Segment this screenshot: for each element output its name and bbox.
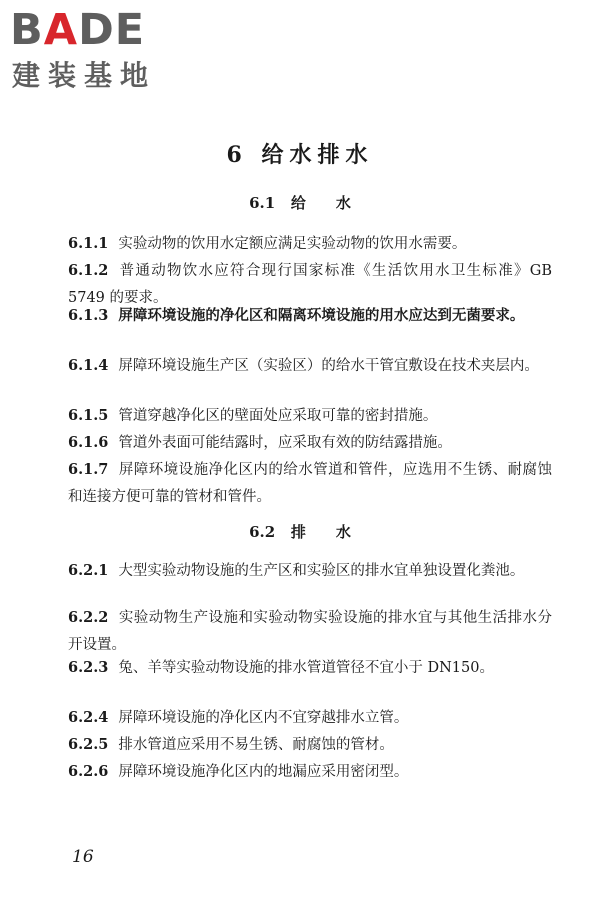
clause-6-2-4: 6.2.4 屏障环境设施的净化区内不宜穿越排水立管。 [68,709,409,726]
section-title-6-2: 6.2 排 水 [249,523,351,541]
clause-6-1-7: 6.1.7 屏障环境设施净化区内的给水管道和管件，应选用不生锈、耐腐蚀和连接方便可靠的管材和管件。 [68,461,552,505]
bade-logo [8,6,178,96]
clause-6-1-2: 6.1.2 普通动物饮水应符合现行国家标准《生活饮用水卫生标准》GB 5749 的要求。 [68,262,552,306]
chapter-title: 6 给水排水 [226,142,374,168]
clause-6-1-4: 6.1.4 屏障环境设施生产区（实验区）的给水干管宜敷设在技术夹层内。 [68,357,539,374]
clause-6-2-5: 6.2.5 排水管道应采用不易生锈、耐腐蚀的管材。 [68,736,394,753]
clause-6-2-1: 6.2.1 大型实验动物设施的生产区和实验区的排水宜单独设置化粪池。 [68,562,525,579]
logo-wordmark: BADE [10,5,146,55]
section-title-6-1: 6.1 给 水 [249,194,351,212]
clause-6-2-3: 6.2.3 兔、羊等实验动物设施的排水管道管径不宜小于 DN150。 [68,659,494,676]
page-number: 16 [72,847,94,867]
clause-6-2-2: 6.2.2 实验动物生产设施和实验动物实验设施的排水宜与其他生活排水分开设置。 [68,609,552,653]
clause-6-1-6: 6.1.6 管道外表面可能结露时，应采取有效的防结露措施。 [68,434,452,451]
clause-6-1-1: 6.1.1 实验动物的饮用水定额应满足实验动物的饮用水需要。 [68,235,467,252]
clause-6-1-5: 6.1.5 管道穿越净化区的壁面处应采取可靠的密封措施。 [68,407,438,424]
clause-6-2-6: 6.2.6 屏障环境设施净化区内的地漏应采用密闭型。 [68,763,409,780]
clause-6-1-3: 6.1.3 屏障环境设施的净化区和隔离环境设施的用水应达到无菌要求。 [68,307,525,324]
logo-subtitle: 建装基地 [12,59,157,92]
